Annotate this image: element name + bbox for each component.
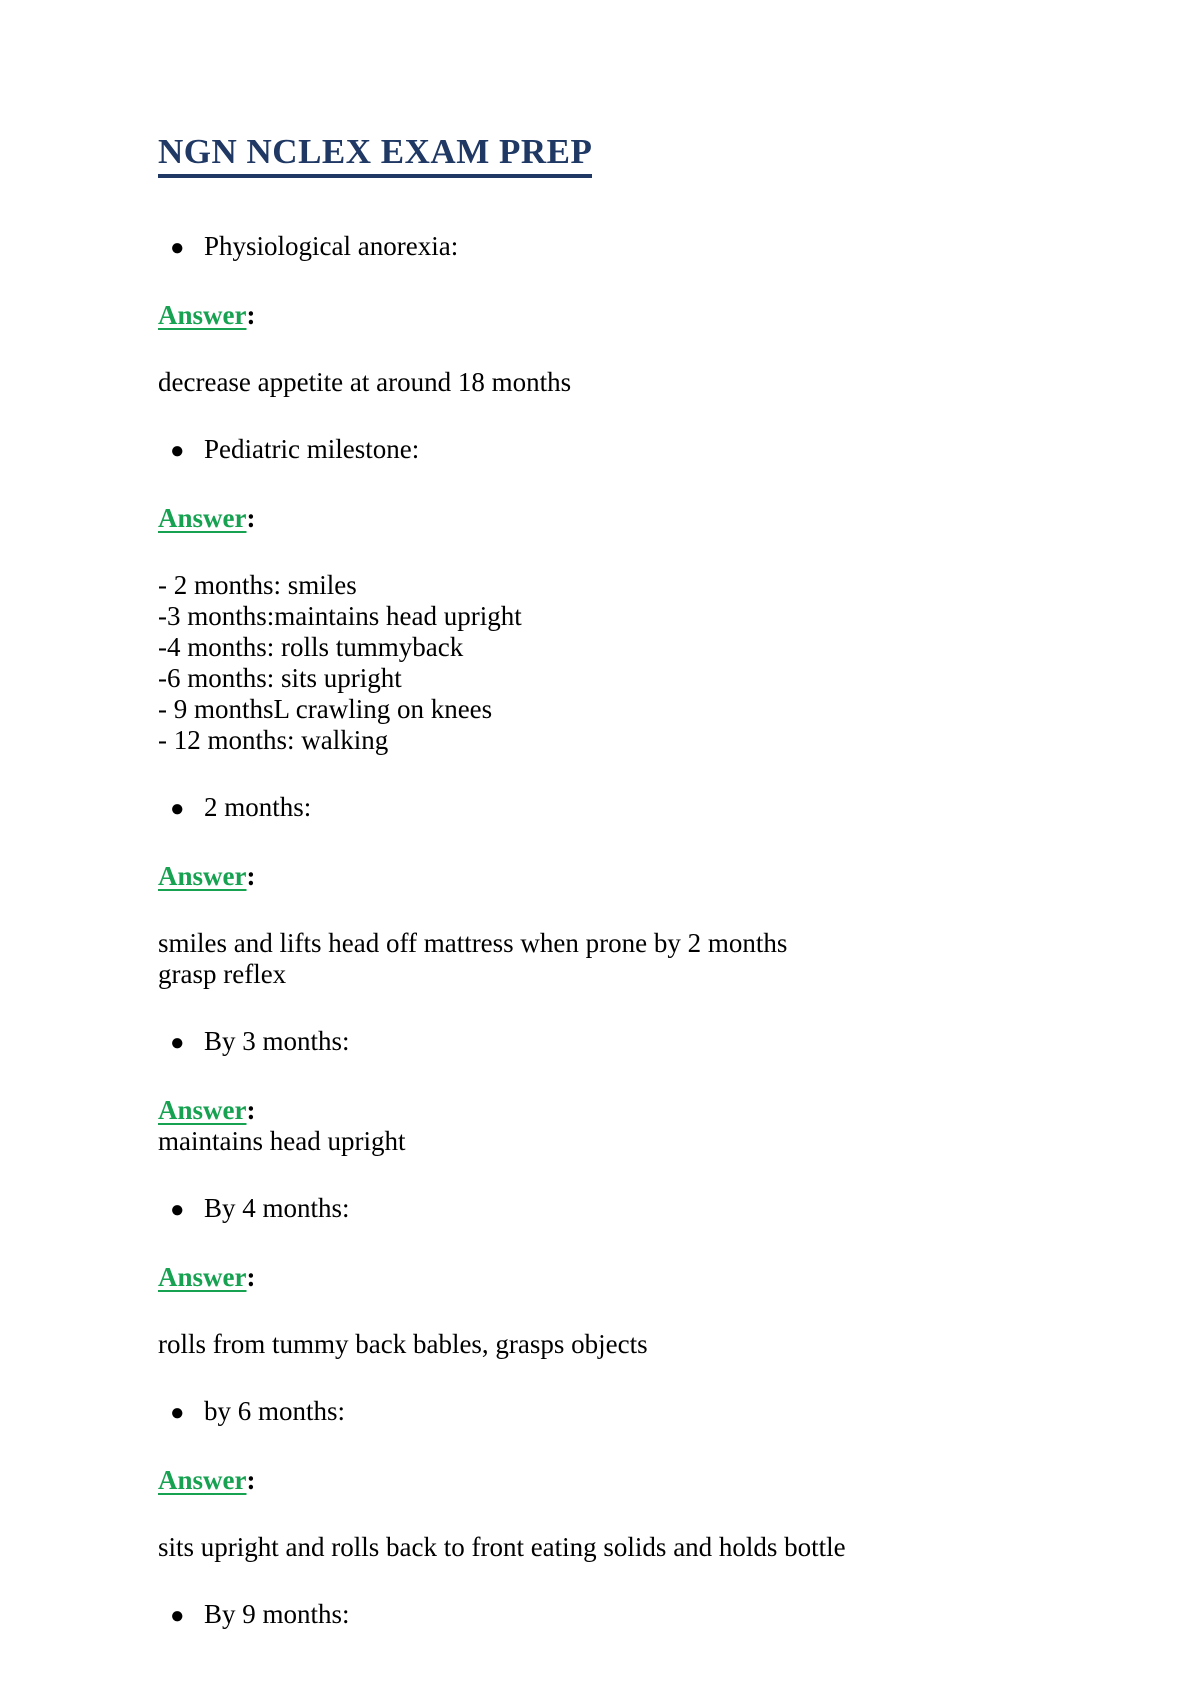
bullet-icon: ● (170, 1400, 185, 1426)
question-item (158, 1396, 1112, 1429)
question-text: 2 months: (204, 792, 312, 822)
answer-line: -3 months:maintains head upright (158, 601, 522, 631)
answer-label-colon: : (246, 1095, 256, 1125)
answer-line: - 12 months: walking (158, 725, 389, 755)
answer-label: Answer (158, 1465, 247, 1495)
answer-line: -4 months: rolls tummyback (158, 632, 464, 662)
question-item (158, 1026, 1112, 1059)
question-item (158, 1193, 1112, 1226)
page-title-text: NGN NCLEX EXAM PREP (158, 132, 592, 178)
answer-label-colon: : (246, 1262, 256, 1292)
question-text: Physiological anorexia: (204, 231, 459, 261)
qa-block-6 (158, 1396, 1112, 1563)
answer-line: sits upright and rolls back to front eating solids and holds bottle (158, 1532, 846, 1562)
answer-line: grasp reflex (158, 959, 287, 989)
answer-line: rolls from tummy back bables, grasps objects (158, 1329, 648, 1359)
answer-label-row (158, 1465, 1112, 1496)
bullet-icon: ● (170, 796, 185, 822)
question-item (158, 1599, 1112, 1632)
answer-line: - 9 monthsL crawling on knees (158, 694, 493, 724)
answer-label-row (158, 861, 1112, 892)
answer-label-colon: : (246, 503, 256, 533)
answer-label: Answer (158, 1095, 247, 1125)
answer-line: maintains head upright (158, 1126, 406, 1156)
bullet-icon: ● (170, 235, 185, 261)
question-item (158, 231, 1112, 264)
answer-line: decrease appetite at around 18 months (158, 367, 572, 397)
page-title (158, 130, 1112, 174)
answer-label-and-text (158, 1095, 1112, 1157)
question-text: Pediatric milestone: (204, 434, 420, 464)
bullet-icon: ● (170, 1197, 185, 1223)
answer-label: Answer (158, 503, 247, 533)
qa-block-5 (158, 1193, 1112, 1360)
answer-label: Answer (158, 861, 247, 891)
answer-line: -6 months: sits upright (158, 663, 402, 693)
question-text: by 6 months: (204, 1396, 346, 1426)
answer-text (158, 570, 1112, 756)
question-text: By 4 months: (204, 1193, 350, 1223)
question-item (158, 792, 1112, 825)
answer-label-colon: : (246, 1465, 256, 1495)
question-text: By 9 months: (204, 1599, 350, 1629)
bullet-icon: ● (170, 438, 185, 464)
answer-label-row (158, 300, 1112, 331)
answer-label: Answer (158, 1262, 247, 1292)
qa-block-7 (158, 1599, 1112, 1632)
answer-label: Answer (158, 300, 247, 330)
answer-text (158, 367, 1112, 398)
answer-text (158, 928, 1112, 990)
qa-block-2 (158, 434, 1112, 756)
question-item (158, 434, 1112, 467)
answer-label-row (158, 1095, 1112, 1126)
qa-block-1 (158, 231, 1112, 398)
answer-label-row (158, 1262, 1112, 1293)
answer-line: smiles and lifts head off mattress when prone by 2 months (158, 928, 788, 958)
question-text: By 3 months: (204, 1026, 350, 1056)
answer-text (158, 1329, 1112, 1360)
bullet-icon: ● (170, 1603, 185, 1629)
qa-block-4 (158, 1026, 1112, 1157)
answer-line: - 2 months: smiles (158, 570, 357, 600)
answer-label-colon: : (246, 300, 256, 330)
answer-label-row (158, 503, 1112, 534)
bullet-icon: ● (170, 1030, 185, 1056)
answer-label-colon: : (246, 861, 256, 891)
qa-block-3 (158, 792, 1112, 990)
answer-text (158, 1532, 1112, 1563)
